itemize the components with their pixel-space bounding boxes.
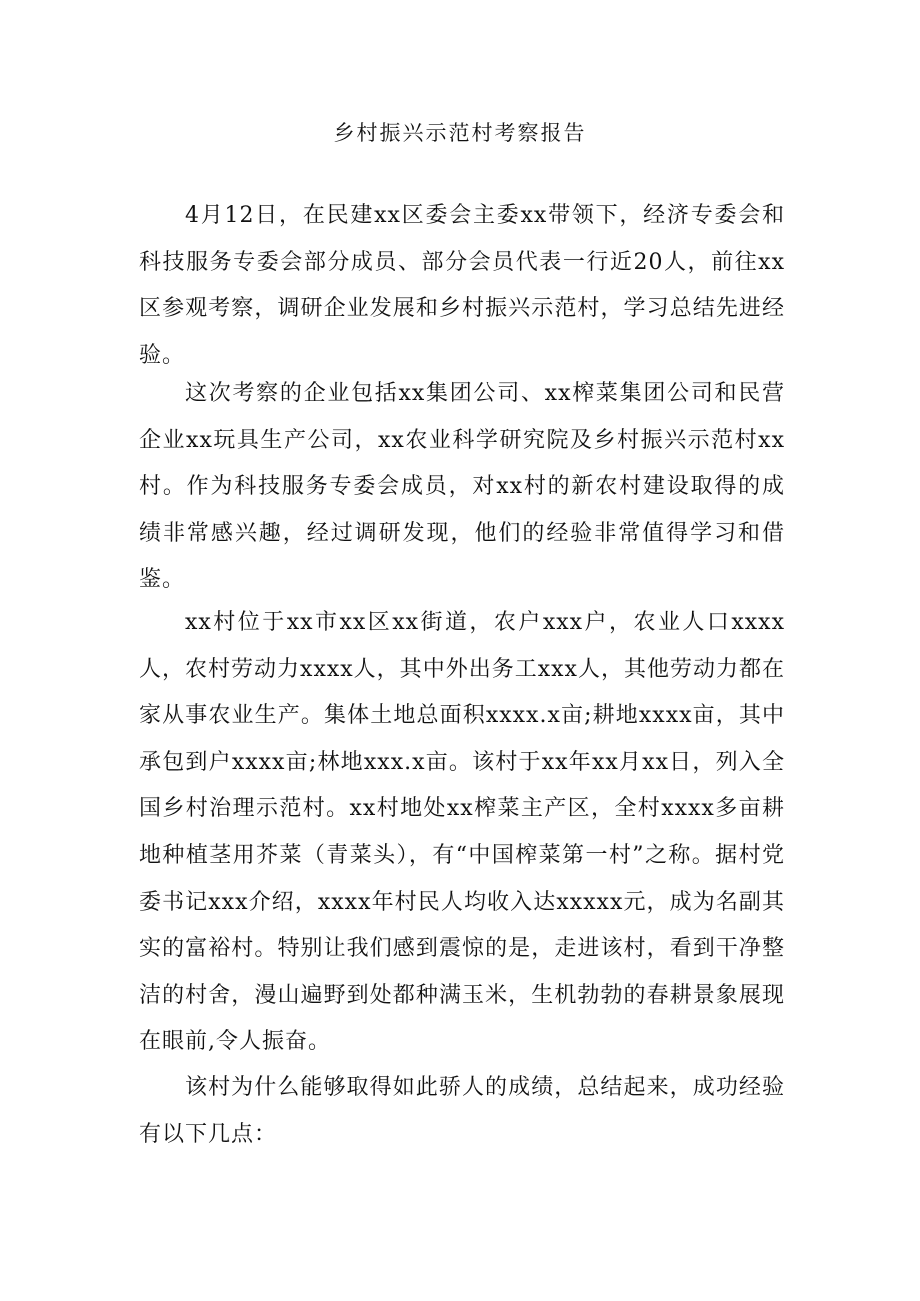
paragraph-enterprises: 这次考察的企业包括xx集团公司、xx榨菜集团公司和民营企业xx玩具生产公司，xx农业科学研究院及乡村振兴示范村xx村。作为科技服务专委会成员，对xx村的新农村建设取得的成绩非常感兴趣，经过调研发现，他们的经验非常值得学习和借鉴。 xyxy=(139,381,785,593)
paragraph-village-profile: xx村位于xx市xx区xx街道，农户xxx户，农业人口xxxx人，农村劳动力xxxx人，其中外出务工xxx人，其他劳动力都在家从事农业生产。集体土地总面积xxxx.x亩;耕地xxxx亩，其中承包到户xxxx亩;林地xxx.x亩。该村于xx年xx月xx日，列入全国乡村治理示范村。xx村地处xx榨菜主产区，全村xxxx多亩耕地种植茎用芥菜（青菜头），有“中国榨菜第一村”之称。据村党委书记xxx介绍，xxxx年村民人均收入达xxxxx元，成为名副其实的富裕村。特别让我们感到震惊的是，走进该村，看到干净整洁的村舍，漫山遍野到处都种满玉米，生机勃勃的春耕景象展现在眼前,令人振奋。 xyxy=(139,610,785,1055)
document-title: 乡村振兴示范村考察报告 xyxy=(333,121,587,145)
paragraph-intro: 4月12日，在民建xx区委会主委xx带领下，经济专委会和科技服务专委会部分成员、部分会员代表一行近20人，前往xx区参观考察，调研企业发展和乡村振兴示范村，学习总结先进经验。 xyxy=(139,203,785,368)
paragraph-experience-intro: 该村为什么能够取得如此骄人的成绩，总结起来，成功经验有以下几点： xyxy=(139,1075,785,1147)
